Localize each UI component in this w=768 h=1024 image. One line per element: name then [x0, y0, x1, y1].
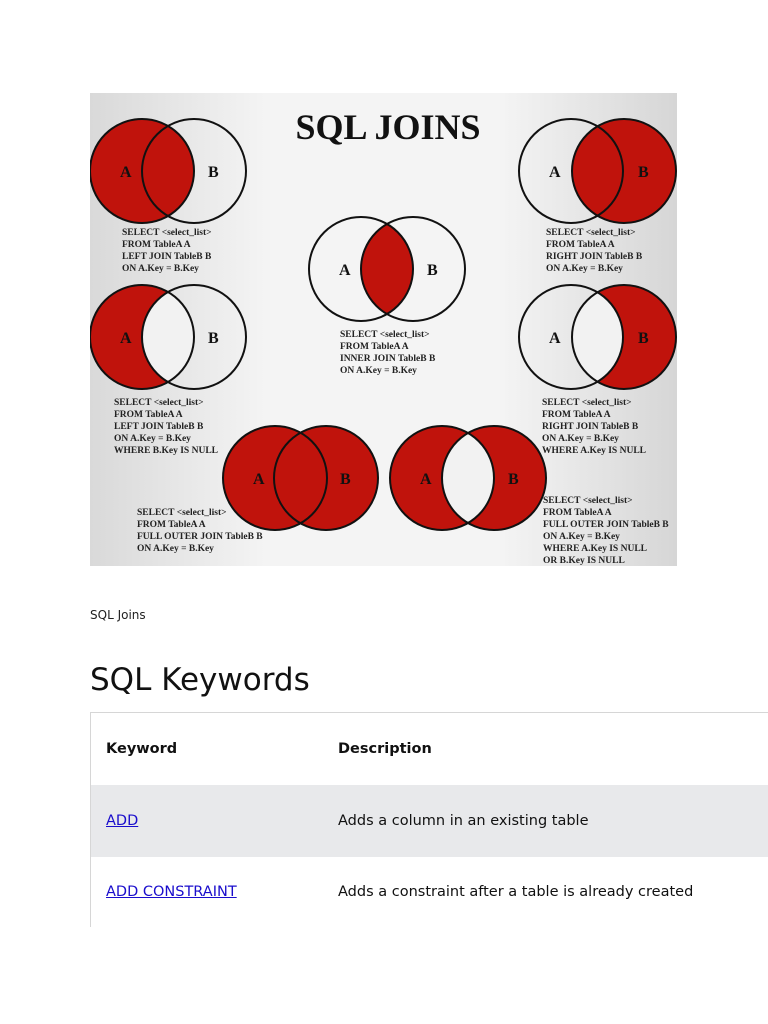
set-label-a: A: [120, 330, 132, 347]
set-label-a: A: [549, 164, 561, 181]
set-label-b: B: [208, 164, 219, 181]
sql-code-line: SELECT <select_list>: [122, 228, 212, 238]
sql-code-line: RIGHT JOIN TableB B: [546, 252, 643, 262]
set-label-a: A: [420, 471, 432, 488]
set-label-b: B: [208, 330, 219, 347]
set-label-b: B: [638, 164, 649, 181]
sql-code-line: FROM TableA A: [137, 520, 206, 530]
column-header-keyword: Keyword: [106, 741, 178, 757]
sql-code-line: SELECT <select_list>: [114, 398, 204, 408]
sql-code-line: ON A.Key = B.Key: [114, 434, 191, 444]
sql-code-line: SELECT <select_list>: [546, 228, 636, 238]
sql-code-line: ON A.Key = B.Key: [542, 434, 619, 444]
sql-code-line: SELECT <select_list>: [137, 508, 227, 518]
sql-code-line: FROM TableA A: [546, 240, 615, 250]
sql-code-line: FULL OUTER JOIN TableB B: [543, 520, 669, 530]
sql-code-line: ON A.Key = B.Key: [543, 532, 620, 542]
table-row: [91, 857, 768, 927]
keywords-table: [90, 712, 768, 927]
sql-code-line: SELECT <select_list>: [542, 398, 632, 408]
set-label-a: A: [253, 471, 265, 488]
keyword-description: Adds a constraint after a table is already created: [338, 884, 694, 900]
sql-code-line: WHERE A.Key IS NULL: [543, 544, 647, 554]
sql-code-line: FULL OUTER JOIN TableB B: [137, 532, 263, 542]
table-row: [91, 785, 768, 857]
set-label-b: B: [427, 262, 438, 279]
table-header-row: [91, 713, 768, 785]
sql-code-line: RIGHT JOIN TableB B: [542, 422, 639, 432]
image-caption: SQL Joins: [90, 608, 146, 622]
set-label-a: A: [339, 262, 351, 279]
sql-code-line: ON A.Key = B.Key: [122, 264, 199, 274]
sql-code-line: ON A.Key = B.Key: [340, 366, 417, 376]
sql-code-line: WHERE B.Key IS NULL: [114, 446, 218, 456]
sql-code-line: WHERE A.Key IS NULL: [542, 446, 646, 456]
sql-code-line: FROM TableA A: [542, 410, 611, 420]
sql-code-line: ON A.Key = B.Key: [137, 544, 214, 554]
sql-code-line: FROM TableA A: [340, 342, 409, 352]
set-label-a: A: [120, 164, 132, 181]
sql-joins-diagram: [90, 93, 677, 566]
section-heading: SQL Keywords: [90, 662, 310, 698]
sql-code-line: INNER JOIN TableB B: [340, 354, 436, 364]
set-label-b: B: [508, 471, 519, 488]
keyword-link-add[interactable]: ADD: [106, 813, 139, 829]
column-header-description: Description: [338, 741, 432, 757]
sql-code-line: FROM TableA A: [543, 508, 612, 518]
set-label-a: A: [549, 330, 561, 347]
sql-code-line: LEFT JOIN TableB B: [114, 422, 204, 432]
sql-code-line: FROM TableA A: [122, 240, 191, 250]
sql-code-line: SELECT <select_list>: [340, 330, 430, 340]
sql-code-line: FROM TableA A: [114, 410, 183, 420]
sql-code-line: ON A.Key = B.Key: [546, 264, 623, 274]
diagram-title: SQL JOINS: [295, 107, 481, 147]
set-label-b: B: [638, 330, 649, 347]
sql-code-line: OR B.Key IS NULL: [543, 556, 625, 566]
set-label-b: B: [340, 471, 351, 488]
keyword-description: Adds a column in an existing table: [338, 813, 589, 829]
sql-code-line: LEFT JOIN TableB B: [122, 252, 212, 262]
sql-code-line: SELECT <select_list>: [543, 496, 633, 506]
keyword-link-add-constraint[interactable]: ADD CONSTRAINT: [106, 884, 237, 900]
